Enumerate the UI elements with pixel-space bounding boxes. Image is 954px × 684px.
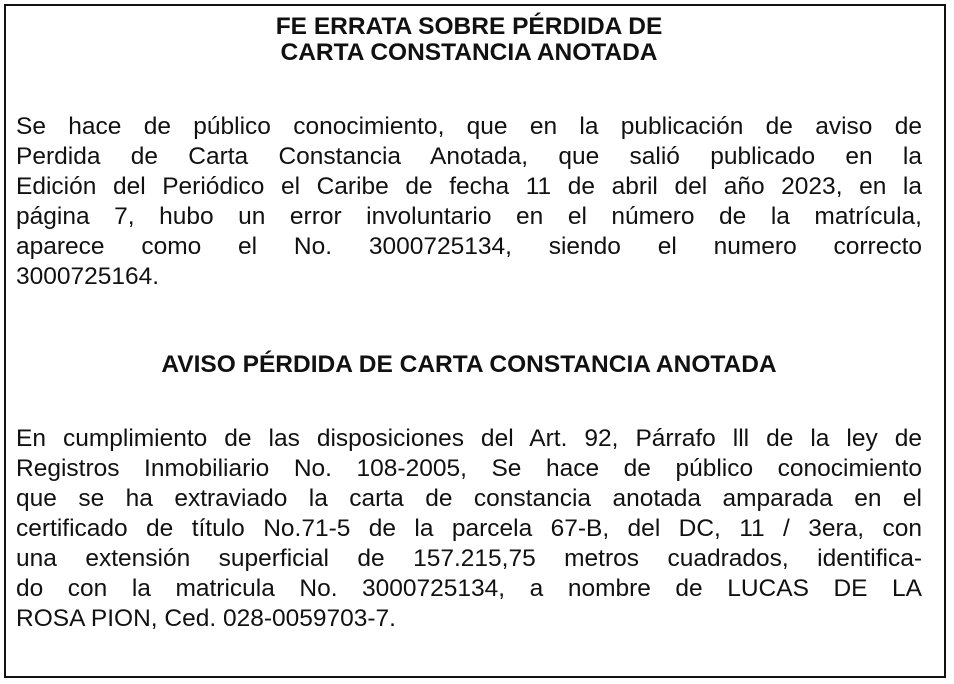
errata-title-line-2: CARTA CONSTANCIA ANOTADA bbox=[280, 39, 658, 66]
aviso-body-line: En cumplimiento de las disposiciones del Art. 92, Párrafo lll de la ley de bbox=[16, 425, 922, 452]
aviso-heading bbox=[16, 352, 922, 378]
errata-paragraph bbox=[16, 112, 922, 292]
errata-body-line: Edición del Periódico el Caribe de fecha 11 de abril del año 2023, en la bbox=[16, 173, 922, 200]
errata-body-line: aparece como el No. 3000725134, siendo el numero correcto bbox=[16, 233, 922, 260]
aviso-body-line: do con la matricula No. 3000725134, a nombre de LUCAS DE LA bbox=[16, 575, 922, 602]
aviso-body-line: Registros Inmobiliario No. 108-2005, Se hace de público conocimiento bbox=[16, 455, 922, 482]
aviso-body-line: una extensión superficial de 157.215,75 metros cuadrados, identifica- bbox=[16, 545, 922, 572]
errata-title-line-1: FE ERRATA SOBRE PÉRDIDA DE bbox=[275, 13, 663, 40]
errata-body-line: página 7, hubo un error involuntario en el número de la matrícula, bbox=[16, 203, 922, 230]
errata-body-line: Perdida de Carta Constancia Anotada, que salió publicado en la bbox=[16, 143, 922, 170]
aviso-body-line: certificado de título No.71-5 de la parcela 67-B, del DC, 11 / 3era, con bbox=[16, 515, 922, 542]
aviso-title: AVISO PÉRDIDA DE CARTA CONSTANCIA ANOTADA bbox=[161, 351, 777, 378]
errata-body-line: 3000725164. bbox=[16, 263, 160, 290]
errata-heading bbox=[16, 14, 922, 66]
aviso-paragraph bbox=[16, 424, 922, 634]
errata-body-line: Se hace de público conocimiento, que en la publicación de aviso de bbox=[16, 113, 922, 140]
aviso-body-line: que se ha extraviado la carta de constancia anotada amparada en el bbox=[16, 485, 922, 512]
aviso-body-line: ROSA PION, Ced. 028-0059703-7. bbox=[16, 605, 396, 632]
